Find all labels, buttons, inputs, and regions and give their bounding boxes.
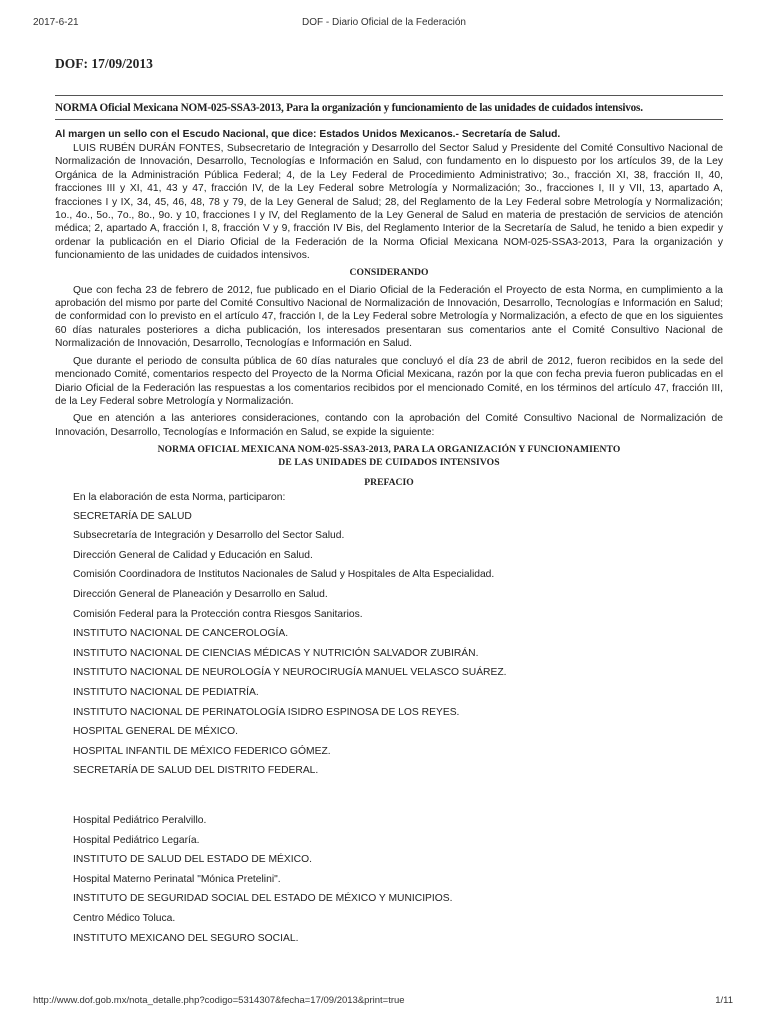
- participant-item: Hospital Pediátrico Peralvillo.: [73, 814, 207, 826]
- participant-item: Centro Médico Toluca.: [73, 912, 176, 924]
- norma-heading-line: NORMA OFICIAL MEXICANA NOM-025-SSA3-2013, PARA LA ORGANIZACIÓN Y FUNCIONAMIENTO: [157, 444, 621, 456]
- participant-item: Comisión Coordinadora de Institutos Nacionales de Salud y Hospitales de Alta Especialidad.: [73, 569, 495, 581]
- norma-heading-line: DE LAS UNIDADES DE CUIDADOS INTENSIVOS: [278, 457, 500, 469]
- document-body: [55, 56, 723, 951]
- participant-item: INSTITUTO DE SALUD DEL ESTADO DE MÉXICO.: [73, 854, 312, 866]
- participant-item: SECRETARÍA DE SALUD: [73, 510, 192, 522]
- participant-item: HOSPITAL INFANTIL DE MÉXICO FEDERICO GÓMEZ.: [73, 745, 331, 757]
- section-heading-prefacio: PREFACIO: [364, 477, 414, 489]
- participant-item: INSTITUTO MEXICANO DEL SEGURO SOCIAL.: [73, 932, 299, 944]
- page-number: 1/11: [715, 995, 733, 1006]
- participant-item: Dirección General de Planeación y Desarrollo en Salud.: [73, 589, 328, 600]
- prefacio-intro: En la elaboración de esta Norma, participaron:: [73, 492, 286, 504]
- participant-item: INSTITUTO DE SEGURIDAD SOCIAL DEL ESTADO DE MÉXICO Y MUNICIPIOS.: [73, 893, 453, 905]
- participant-item: SECRETARÍA DE SALUD DEL DISTRITO FEDERAL.: [73, 765, 319, 777]
- participant-item: INSTITUTO NACIONAL DE PEDIATRÍA.: [73, 686, 259, 698]
- print-page-title: DOF - Diario Oficial de la Federación: [302, 17, 466, 28]
- print-date: 2017-6-21: [33, 17, 79, 28]
- participant-item: Hospital Materno Perinatal "Mónica Pretelini".: [73, 873, 281, 885]
- margin-note: Al margen un sello con el Escudo Nacional, que dice: Estados Unidos Mexicanos.- Secretaría de Salud.: [55, 129, 561, 140]
- participant-item: Subsecretaría de Integración y Desarrollo del Sector Salud.: [73, 530, 345, 542]
- paragraph: Que con fecha 23 de febrero de 2012, fue publicado en el Diario Oficial de la Federación el Proyecto de esta Norma, en cumplimiento a la aprobación del mismo por parte del Comité Consultivo Nacional de Normalización de Innovación, Desarrollo, Tecnologías e Información en Salud; de conformidad con lo previsto en el artículo 47, fracción I, de la Ley Federal sobre Metrología y Normalización, a efecto de que en los siguientes 60 días naturales posteriores a dicha publicación, los interesados presentaran sus comentarios ante el Comité Consultivo Nacional de Normalización de Innovación, Desarrollo, Tecnologías e Información en Salud.: [55, 284, 723, 350]
- paragraph: LUIS RUBÉN DURÁN FONTES, Subsecretario de Integración y Desarrollo del Sector Salud y Presidente del Comité Consultivo Nacional de Normalización de Innovación, Desarrollo, Tecnologías e Información en Salud, con fundamento en lo dispuesto por los artículos 39, de la Ley Orgánica de la Administración Pública Federal; 4, de la Ley Federal de Procedimiento Administrativo; 3o., fracción XI, 38, fracción II, 40, fracciones III y XI, 41, 43 y 47, fracción IV, de la Ley Federal sobre Metrología y Normalización; 3o., fracciones I, II y VII, 13, apartado A, fracciones I y IX, 34, 45, 46, 48, 78 y 79, de la Ley General de Salud; 28, del Reglamento de la Ley Federal sobre Metrología y Normalización; 1o., 4o., 5o., 7o., 8o., 9o. y 10, fracciones I y IV, del Reglamento de la Ley General de Salud en materia de prestación de servicios de atención médica; 2, apartado A, fracción I, 8, fracción V y 9, fracción IV Bis, del Reglamento Interior de la Secretaría de Salud, he tenido a bien expedir y ordenar la publicación en el Diario Oficial de la Federación de la Norma Oficial Mexicana NOM-025-SSA3-2013, Para la organización y funcionamiento de las unidades de cuidados intensivos.: [55, 143, 723, 262]
- divider: [55, 119, 723, 120]
- paragraph: Que durante el periodo de consulta pública de 60 días naturales que concluyó el día 23 de abril de 2012, fueron recibidos en la sede del mencionado Comité, comentarios respecto del Proyecto de la Norma Oficial Mexicana, razón por la que con fecha previa fueron publicadas en el Diario Oficial de la Federación las respuestas a los comentarios recibidos por el mencionado Comité, en los términos del artículo 47, fracción III, de la Ley Federal sobre Metrología y Normalización.: [55, 355, 723, 407]
- norma-heading: [55, 443, 723, 469]
- norma-title: NORMA Oficial Mexicana NOM-025-SSA3-2013, Para la organización y funcionamiento de las unidades de cuidados intensivos.: [55, 102, 643, 114]
- dof-date: DOF: 17/09/2013: [55, 56, 153, 71]
- participant-item: INSTITUTO NACIONAL DE CANCEROLOGÍA.: [73, 628, 289, 640]
- divider: [55, 95, 723, 96]
- participant-item: Dirección General de Calidad y Educación en Salud.: [73, 549, 313, 561]
- print-url: http://www.dof.gob.mx/nota_detalle.php?codigo=5314307&fecha=17/09/2013&print=true: [33, 995, 405, 1006]
- participant-item: Hospital Pediátrico Legaría.: [73, 834, 200, 846]
- participant-item: INSTITUTO NACIONAL DE CIENCIAS MÉDICAS Y NUTRICIÓN SALVADOR ZUBIRÁN.: [73, 647, 479, 659]
- section-heading-considerando: CONSIDERANDO: [349, 266, 429, 278]
- participant-item: INSTITUTO NACIONAL DE PERINATOLOGÍA ISIDRO ESPINOSA DE LOS REYES.: [73, 706, 460, 718]
- participant-item: INSTITUTO NACIONAL DE NEUROLOGÍA Y NEUROCIRUGÍA MANUEL VELASCO SUÁREZ.: [73, 667, 507, 679]
- participant-item: Comisión Federal para la Protección contra Riesgos Sanitarios.: [73, 608, 363, 620]
- participants-list: [55, 510, 723, 951]
- participant-item: HOSPITAL GENERAL DE MÉXICO.: [73, 726, 238, 738]
- paragraph: Que en atención a las anteriores consideraciones, contando con la aprobación del Comité Consultivo Nacional de Normalización de Innovación, Desarrollo, Tecnologías e Información en Salud, se expide la siguiente:: [55, 413, 723, 438]
